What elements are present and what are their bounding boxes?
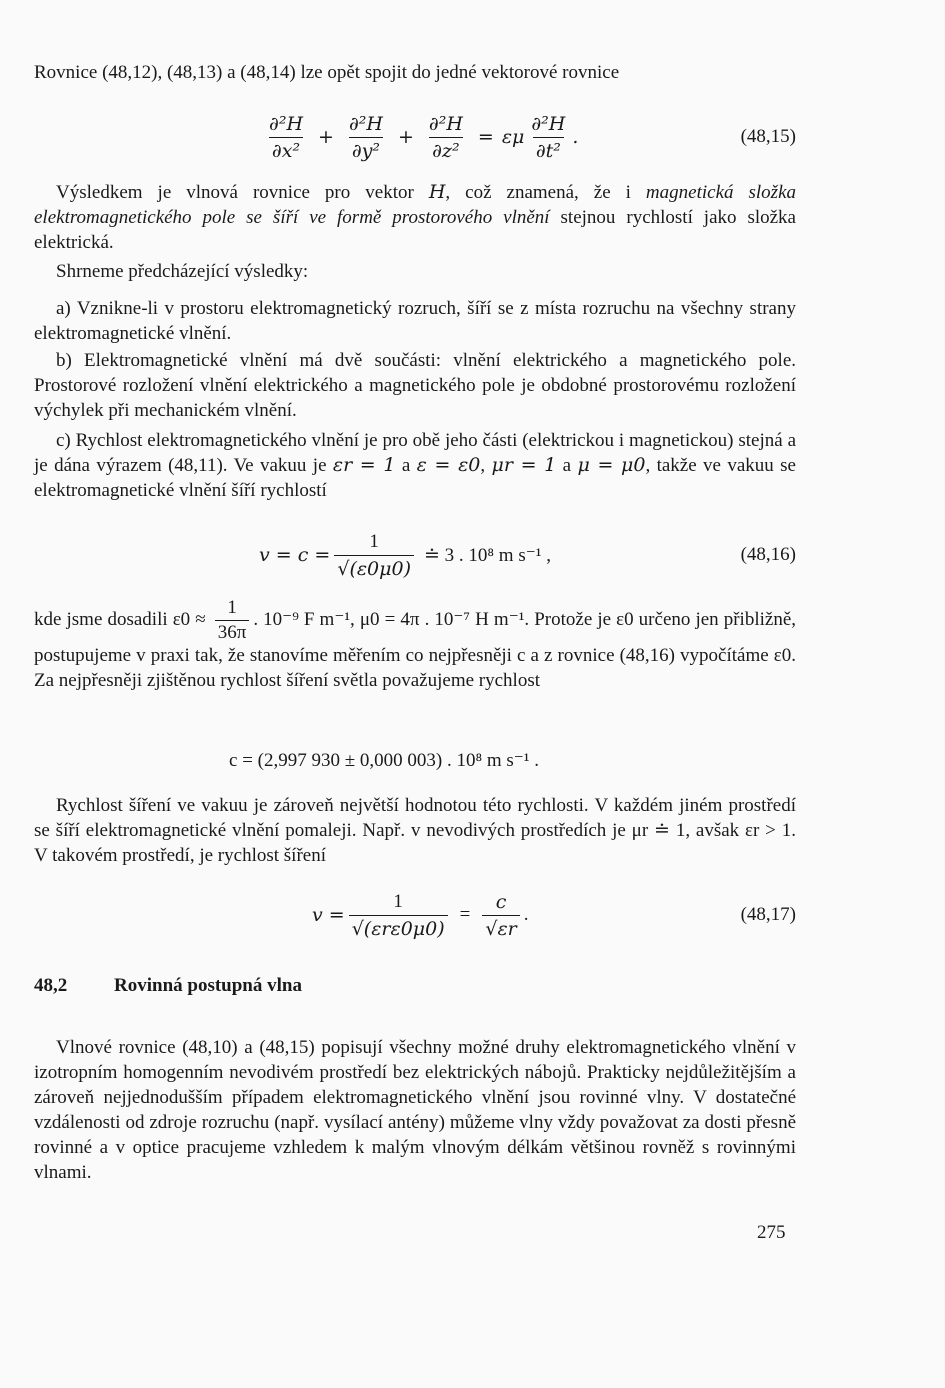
result-paragraph: Výsledkem je vlnová rovnice pro vektor H, což znamená, že i magnetická složka elektromagnetického pole se šíří ve formě prostorového vlnění stejnou rychlostí jako složka elektrická. xyxy=(34,181,796,253)
fraction: $\frac{1}{36\pi}$ xyxy=(215,598,250,643)
equation-number: (48,17) xyxy=(740,904,796,925)
equation-number: (48,15) xyxy=(740,126,796,147)
section-title: Rovinná postupná vlna xyxy=(114,975,302,996)
section-number: 48,2 xyxy=(34,975,68,996)
fraction: $\frac{\text{∂²H}}{\text{∂x²}}$ xyxy=(269,112,304,162)
item-c: c) Rychlost elektromagnetického vlnění je pro obě jeho části (elektrickou i magnetickou) stejná a je dána výrazem (48,11). Ve vakuu je εr = 1 a ε = ε0, μr = 1 a μ = μ0, takže ve vakuu se elektromagnetické vlnění šíří rychlostí xyxy=(34,430,796,501)
equals-sign: = xyxy=(477,126,494,148)
plane-wave-paragraph: Vlnové rovnice (48,10) a (48,15) popisují všechny možné druhy elektromagnetického vlnění v izotropním homogenním nevodivém prostředí bez elektrických nábojů. Prakticky nejdůležitějším a zároveň nejjednodušším případem elektromagnetického vlnění jsou rovinné vlny. V dostatečné vzdálenosti od zdroje rozruchu (např. vysílací antény) můžeme vlny vždy považovat za dosti přesně rovinné a v optice pracujeme vzhledem k malým vlnovým délkám většinou rovněž s rovinnými vlnami. xyxy=(34,1037,796,1183)
equation-48-15: $\frac{\text{∂²H}}{\text{∂x²}}$ + $\frac{\text{∂²H}}{\text{∂y²}}$ + $\frac{\text{∂²H}}{\text{∂z²}}$ = εμ $\frac{\text{∂²H}}{\text{∂t²}}$ . (48,15) xyxy=(34,102,796,172)
speed-paragraph: Rychlost šíření ve vakuu je zároveň největší hodnotou této rychlosti. V každém jiném prostředí se šíří elektromagnetické vlnění pomaleji. Např. v nevodivých prostředích je μr ≐ 1, avšak εr > 1. V takovém prostředí, je rychlost šíření xyxy=(34,795,796,866)
page-number: 275 xyxy=(757,1222,786,1243)
equation-48-17: v = $\frac{1}{\text{√(εrε0μ0)}}$ = $\frac{c}{√\varepsilon r}$ . (48,17) xyxy=(34,880,796,950)
section-heading xyxy=(34,975,302,997)
summary-paragraph: Shrneme předcházející výsledky: xyxy=(56,261,309,282)
equation-48-16: v = c = $\frac{1}{√(\varepsilon 0\mu 0)}$ ≐ 3 . 10⁸ m s⁻¹ , (48,16) xyxy=(34,520,796,590)
intro-paragraph: Rovnice (48,12), (48,13) a (48,14) lze opět spojit do jedné vektorové rovnice xyxy=(34,62,620,83)
equation-number: (48,16) xyxy=(740,544,796,565)
plus-sign: + xyxy=(318,126,334,148)
fraction: $\frac{1}{√(\varepsilon 0\mu 0)}$ xyxy=(334,531,414,580)
fraction: $\frac{1}{\text{√(εrε0μ0)}}$ xyxy=(349,891,448,940)
where-paragraph: kde jsme dosadili ε0 ≈ $\frac{1}{36\pi}$ . 10⁻⁹ F m⁻¹, μ0 = 4π . 10⁻⁷ H m⁻¹. Protože je ε0 určeno jen přibližně, postupujeme v praxi tak, že stanovíme měřením co nejpřesněji c a z rovnice (48,16) vypočítáme ε0. Za nejpřesněji zjištěnou rychlost šíření světla považujeme rychlost xyxy=(34,597,797,691)
item-b: b) Elektromagnetické vlnění má dvě součásti: vlnění elektrického a magnetického pole. Prostorové rozložení vlnění elektrického a magnetického pole je obdobné prostorovému rozložení výchylek při mechanickém vlnění. xyxy=(34,350,796,421)
item-a: a) Vznikne-li v prostoru elektromagnetický rozruch, šíří se z místa rozruchu na všechny strany elektromagnetické vlnění. xyxy=(34,298,796,344)
fraction: $\frac{\text{∂²H}}{\text{∂z²}}$ xyxy=(428,112,463,162)
plus-sign: + xyxy=(397,126,414,148)
fraction: $\frac{\text{∂²H}}{\text{∂t²}}$ xyxy=(531,112,566,162)
fraction: $\frac{\text{∂²H}}{\text{∂y²}}$ xyxy=(348,112,383,162)
fraction: $\frac{c}{√\varepsilon r}$ xyxy=(482,891,519,940)
equation-light-speed: c = (2,997 930 ± 0,000 003) . 10⁸ m s⁻¹ . xyxy=(229,749,540,771)
